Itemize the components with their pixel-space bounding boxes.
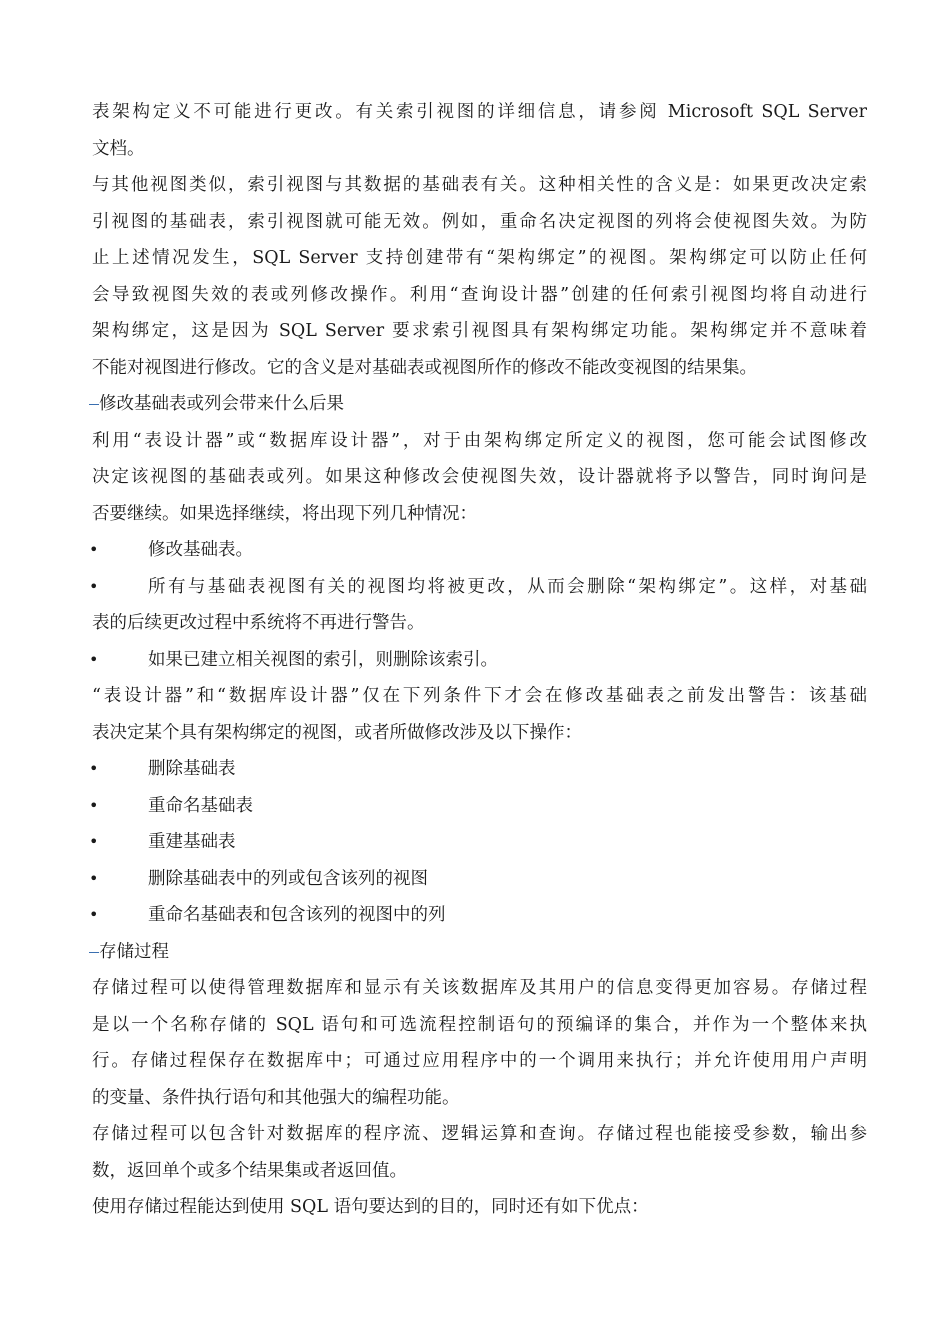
paragraph-schema-binding bbox=[92, 167, 867, 386]
list-item bbox=[89, 532, 867, 569]
heading-text: 修改基础表或列会带来什么后果 bbox=[99, 394, 344, 414]
paragraph-stored-procedure-advantages bbox=[92, 1189, 867, 1226]
section-heading-stored-procedures bbox=[92, 934, 867, 971]
text-line: 止上述情况发生，SQL Server 支持创建带有“架构绑定”的视图。架构绑定可以防止任何 bbox=[92, 248, 867, 268]
text-line: 会导致视图失效的表或列修改操作。利用“查询设计器”创建的任何索引视图均将自动进行 bbox=[92, 284, 867, 305]
text-line: 决定该视图的基础表或列。如果这种修改会使视图失效，设计器就将予以警告，同时询问是 bbox=[92, 467, 867, 487]
list-item-text: 删除基础表 bbox=[148, 759, 236, 779]
bullet-icon: • bbox=[89, 832, 99, 851]
text-line: 引视图的基础表，索引视图就可能无效。例如，重命名决定视图的列将会使视图失效。为防 bbox=[92, 211, 867, 232]
paragraph-stored-procedure-intro bbox=[92, 970, 867, 1116]
bullet-list-consequences bbox=[89, 532, 867, 678]
document-page bbox=[89, 94, 867, 1226]
section-heading-consequences bbox=[92, 386, 867, 423]
text-line: 否要继续。如果选择继续，将出现下列几种情况： bbox=[92, 503, 477, 524]
list-item-text: 重命名基础表 bbox=[148, 795, 253, 816]
bullet-list-operations bbox=[89, 751, 867, 934]
text-line: 文档。 bbox=[92, 138, 145, 159]
list-item-continuation: 表的后续更改过程中系统将不再进行警告。 bbox=[92, 613, 425, 633]
text-line: 行。存储过程保存在数据库中；可通过应用程序中的一个调用来执行；并允许使用用户声明 bbox=[92, 1051, 867, 1071]
bullet-icon: • bbox=[89, 649, 99, 669]
bullet-icon: • bbox=[89, 540, 99, 559]
heading-text: 存储过程 bbox=[99, 941, 169, 962]
text-line: 架构绑定，这是因为 SQL Server 要求索引视图具有架构绑定功能。架构绑定并不意味着 bbox=[92, 321, 867, 341]
heading-marker bbox=[89, 404, 99, 405]
paragraph-designer-warning bbox=[92, 423, 867, 533]
list-item bbox=[89, 642, 867, 679]
list-item-text: 修改基础表。 bbox=[148, 540, 253, 560]
list-item bbox=[89, 569, 867, 606]
text-line: 利用“表设计器”或“数据库设计器”，对于由架构绑定所定义的视图，您可能会试图修改 bbox=[92, 430, 867, 451]
list-item-text: 如果已建立相关视图的索引，则删除该索引。 bbox=[148, 649, 498, 670]
text-line: 与其他视图类似，索引视图与其数据的基础表有关。这种相关性的含义是：如果更改决定索 bbox=[92, 175, 867, 195]
list-item bbox=[89, 861, 867, 898]
list-item bbox=[89, 824, 867, 861]
list-item-text: 重建基础表 bbox=[148, 832, 236, 852]
text-line: 表决定某个具有架构绑定的视图，或者所做修改涉及以下操作： bbox=[92, 722, 582, 743]
heading-marker bbox=[89, 952, 99, 953]
text-line: 存储过程可以包含针对数据库的程序流、逻辑运算和查询。存储过程也能接受参数，输出参 bbox=[92, 1124, 867, 1144]
list-item bbox=[89, 751, 867, 788]
text-line: “表设计器”和“数据库设计器”仅在下列条件下才会在修改基础表之前发出警告：该基础 bbox=[92, 686, 867, 706]
bullet-icon: • bbox=[89, 868, 99, 888]
text-line: 是以一个名称存储的 SQL 语句和可选流程控制语句的预编译的集合，并作为一个整体来执 bbox=[92, 1014, 867, 1035]
paragraph-stored-procedure-content bbox=[92, 1116, 867, 1189]
list-item bbox=[89, 897, 867, 934]
bullet-icon: • bbox=[89, 576, 99, 596]
text-line: 不能对视图进行修改。它的含义是对基础表或视图所作的修改不能改变视图的结果集。 bbox=[92, 357, 757, 378]
list-item bbox=[89, 788, 867, 825]
bullet-icon: • bbox=[89, 905, 99, 924]
text-line: 使用存储过程能达到使用 SQL 语句要达到的目的，同时还有如下优点： bbox=[92, 1197, 649, 1217]
paragraph-warning-conditions bbox=[92, 678, 867, 751]
bullet-icon: • bbox=[89, 759, 99, 778]
text-line: 的变量、条件执行语句和其他强大的编程功能。 bbox=[92, 1087, 460, 1108]
text-line: 表架构定义不可能进行更改。有关索引视图的详细信息，请参阅 Microsoft SQL Server bbox=[92, 102, 867, 122]
paragraph-index-view-intro bbox=[92, 94, 867, 167]
text-line: 数，返回单个或多个结果集或者返回值。 bbox=[92, 1160, 407, 1181]
text-line: 存储过程可以使得管理数据库和显示有关该数据库及其用户的信息变得更加容易。存储过程 bbox=[92, 978, 867, 998]
bullet-icon: • bbox=[89, 795, 99, 815]
list-item-text: 重命名基础表和包含该列的视图中的列 bbox=[148, 905, 446, 925]
list-item-text: 所有与基础表视图有关的视图均将被更改，从而会删除“架构绑定”。这样，对基础 bbox=[148, 576, 867, 597]
list-item-text: 删除基础表中的列或包含该列的视图 bbox=[148, 868, 428, 889]
